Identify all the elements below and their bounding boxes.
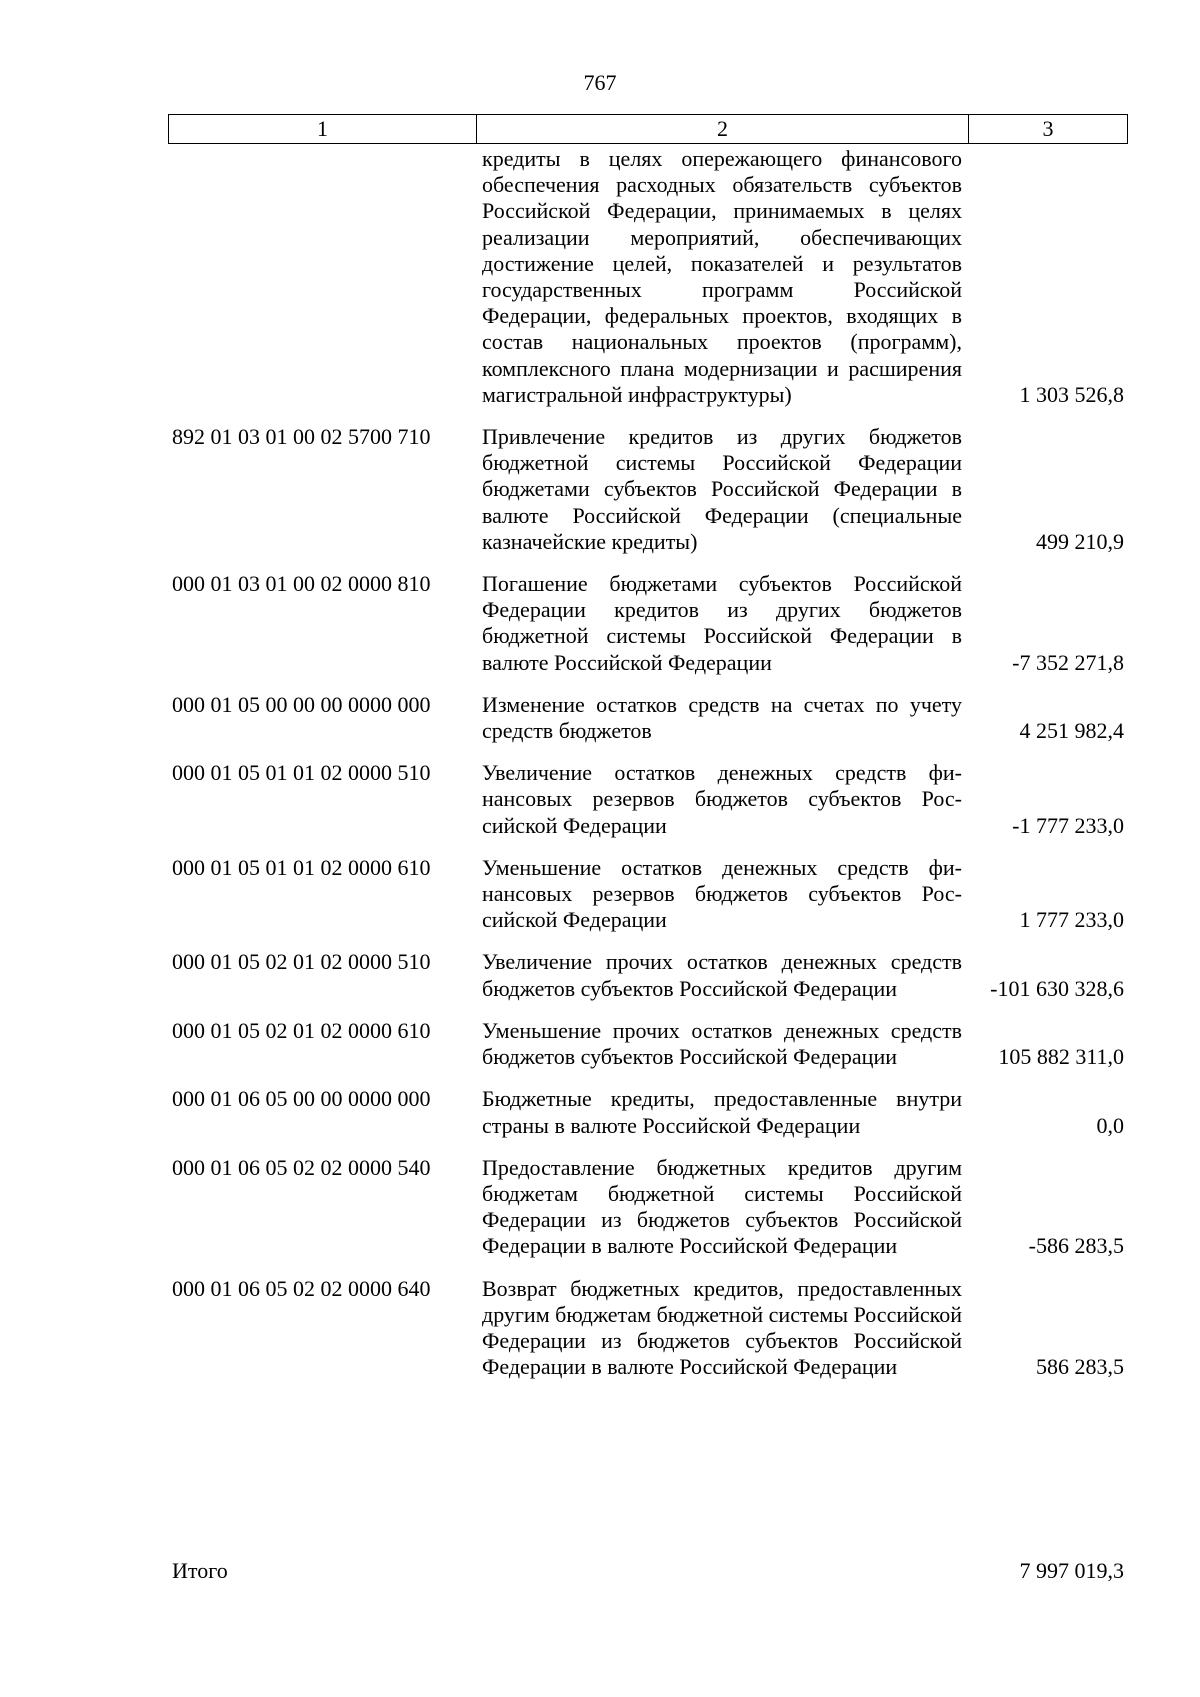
- table-row: [168, 855, 1128, 934]
- table-row: [168, 571, 1128, 676]
- row-amount: -586 283,5: [1028, 1233, 1124, 1259]
- row-description: Возврат бюджетных кредитов, предоставленных другим бюджетам бюджетной системы Российской Федерации из бюджетов субъектов Российской Федерации в валюте Российской Федерации: [482, 1275, 962, 1380]
- header-col-1: 1: [169, 115, 477, 143]
- row-amount: -7 352 271,8: [1012, 649, 1124, 675]
- row-code: 892 01 03 01 00 02 5700 710: [172, 424, 431, 450]
- row-amount: 1 303 526,8: [1019, 381, 1124, 407]
- table-row: [168, 1155, 1128, 1260]
- table-row: [168, 424, 1128, 555]
- row-description: Увеличение остатков денежных средств финансовых резервов бюджетов субъектов Российской Федерации: [482, 760, 962, 838]
- table-row: [168, 1086, 1128, 1138]
- row-description: Привлечение кредитов из других бюджетов бюджетной системы Российской Федерации бюджетами субъектов Российской Федерации в валюте Российской Федерации (специальные казначейские кредиты): [482, 424, 962, 554]
- row-code: 000 01 05 02 01 02 0000 510: [172, 949, 431, 975]
- row-amount: 1 777 233,0: [1019, 907, 1124, 933]
- row-description: Уменьшение прочих остатков денежных средств бюджетов субъектов Российской Федерации: [482, 1017, 962, 1070]
- table-header: [168, 114, 1128, 144]
- row-code: 000 01 05 00 00 00 0000 000: [172, 691, 431, 717]
- row-description: Предоставление бюджетных кредитов другим бюджетам бюджетной системы Российской Федерации из бюджетов субъектов Российской Федерации в валюте Российской Федерации: [482, 1154, 962, 1259]
- row-code: 000 01 06 05 00 00 0000 000: [172, 1086, 431, 1112]
- row-amount: -1 777 233,0: [1012, 812, 1124, 838]
- table-row: [168, 692, 1128, 744]
- table-body: [168, 148, 1128, 1396]
- header-col-2: 2: [477, 115, 969, 143]
- table-row: [168, 1018, 1128, 1070]
- total-label: Итого: [172, 1558, 228, 1583]
- row-amount: 499 210,9: [1036, 528, 1124, 554]
- row-description: Уменьшение остатков денежных средств финансовых резервов бюджетов субъектов Российской Федерации: [482, 854, 962, 933]
- row-code: [168, 148, 476, 408]
- table-row: [168, 760, 1128, 839]
- table-row: [168, 1276, 1128, 1381]
- row-code: 000 01 05 01 01 02 0000 510: [172, 760, 431, 786]
- row-amount: 105 882 311,0: [998, 1044, 1124, 1070]
- row-code: 000 01 03 01 00 02 0000 810: [172, 571, 431, 597]
- header-col-3: 3: [1042, 116, 1054, 141]
- row-code: 000 01 06 05 02 02 0000 640: [172, 1275, 431, 1301]
- total-row: [168, 1558, 1128, 1584]
- row-code: 000 01 05 02 01 02 0000 610: [172, 1017, 431, 1043]
- row-amount: 4 251 982,4: [1019, 718, 1124, 744]
- row-amount: 0,0: [1096, 1112, 1124, 1138]
- table-row: [168, 148, 1128, 408]
- row-code: 000 01 06 05 02 02 0000 540: [172, 1154, 431, 1180]
- row-code: 000 01 05 01 01 02 0000 610: [172, 854, 431, 880]
- row-description: Изменение остатков средств на счетах по учету средств бюджетов: [482, 691, 962, 744]
- total-amount: 7 997 019,3: [1019, 1558, 1124, 1583]
- row-description: кредиты в целях опережающего финансового обеспечения расходных обязательств субъектов Российской Федерации, принимаемых в целях реализации мероприятий, обеспечивающих достижение целей, показателей и результатов государственных программ Российской Федерации, федеральных проектов, входящих в состав национальных проектов (программ), комплексного плана модернизации и расширения магистральной инфраструктуры): [482, 146, 962, 407]
- row-amount: 586 283,5: [1036, 1354, 1124, 1380]
- row-description: Погашение бюджетами субъектов Российской Федерации кредитов из других бюджетов бюджетной системы Российской Федерации в валюте Российской Федерации: [482, 571, 962, 675]
- row-description: Увеличение прочих остатков денежных средств бюджетов субъектов Российской Федерации: [482, 949, 962, 1001]
- table-row: [168, 949, 1128, 1001]
- page-number: 767: [583, 70, 617, 95]
- row-description: Бюджетные кредиты, предоставленные внутри страны в валюте Российской Федерации: [482, 1086, 962, 1138]
- row-amount: -101 630 328,6: [990, 975, 1124, 1001]
